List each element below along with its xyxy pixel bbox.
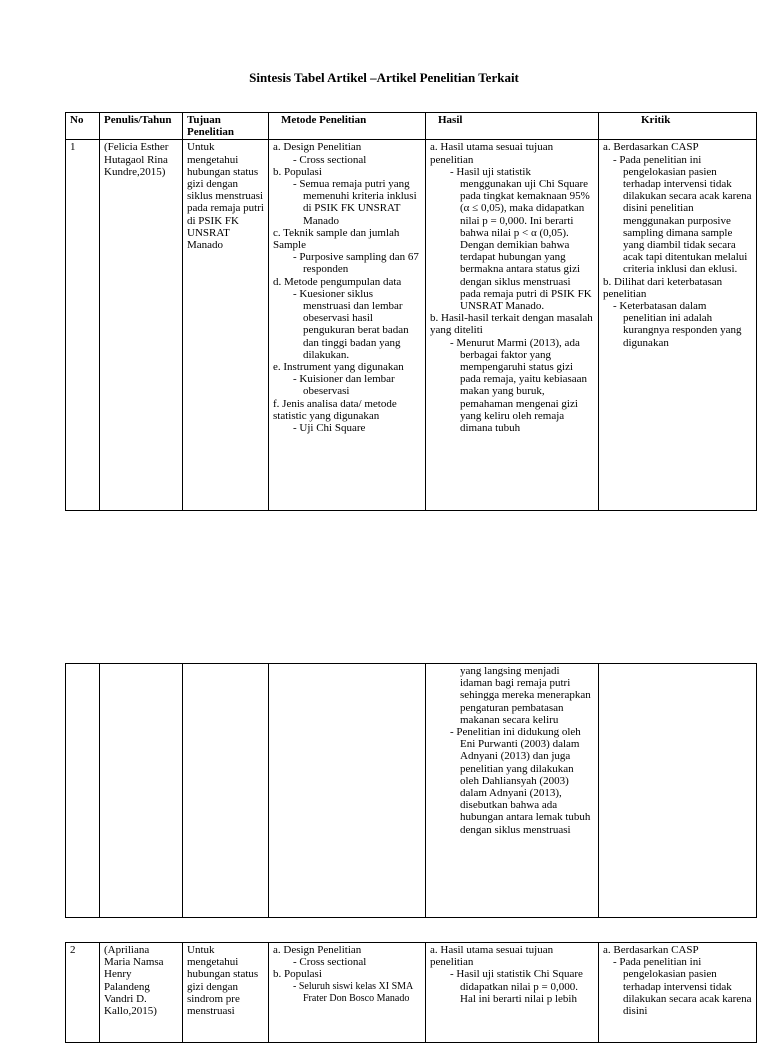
hasil-item: yang langsing menjadi idaman bagi remaja putri sehingga mereka menerapkan pengaturan pembatasan makanan secara keliru xyxy=(460,665,591,726)
table-row xyxy=(66,943,757,1043)
metode-item: - Uji Chi Square xyxy=(293,422,366,435)
cell-hasil xyxy=(426,664,599,918)
header-penulis: Penulis/Tahun xyxy=(100,113,183,140)
synthesis-table xyxy=(65,112,757,511)
cell-kritik xyxy=(599,664,757,918)
header-kritik: Kritik xyxy=(599,113,757,140)
metode-item: c. Teknik sample dan jumlah Sample xyxy=(273,226,400,252)
cell-no xyxy=(66,664,100,918)
cell-tujuan xyxy=(183,664,269,918)
hasil-item: - Menurut Marmi (2013), ada berbagai faktor yang mempengaruhi status gizi pada remaja, yaitu kebiasaan makan yang buruk, pemahaman mengenai gizi yang keliru oleh remaja dimana tubuh xyxy=(450,336,588,435)
metode-item: d. Metode pengumpulan data xyxy=(273,275,402,288)
table-row xyxy=(66,664,757,918)
metode-item: a. Design Penelitian xyxy=(273,944,362,956)
hasil-item: a. Hasil utama sesuai tujuan penelitian xyxy=(430,141,554,166)
kritik-item: - Pada penelitian ini pengelokasian pasien terhadap intervensi tidak dilakukan secara acak karena disini xyxy=(613,956,752,1018)
cell-kritik xyxy=(599,943,757,1043)
kritik-item: a. Berdasarkan CASP xyxy=(603,141,699,154)
hasil-item: b. Hasil-hasil terkait dengan masalah yang diteliti xyxy=(430,312,593,337)
kritik-item: - Pada penelitian ini pengelokasian pasien terhadap intervensi tidak dilakukan secara acak karena disini penelitian menggunakan purposive sampling dimana sample yang diambil tidak secara acak tapi ditentukan melalui criteria inklusi dan eklusi. xyxy=(613,153,752,276)
table-header-row xyxy=(66,113,757,140)
cell-hasil xyxy=(426,140,599,511)
cell-author: (Apriliana Maria Namsa Henry Palandeng Vandri D. Kallo,2015) xyxy=(100,943,183,1043)
metode-item: - Cross sectional xyxy=(293,956,367,969)
metode-item: - Cross sectional xyxy=(293,153,367,166)
kritik-item: b. Dilihat dari keterbatasan penelitian xyxy=(603,275,723,300)
hasil-item: a. Hasil utama sesuai tujuan penelitian xyxy=(430,944,554,969)
metode-item: - Semua remaja putri yang memenuhi kriteria inklusi di PSIK FK UNSRAT Manado xyxy=(293,178,417,227)
metode-item: - Kuisioner dan lembar obeservasi xyxy=(293,373,395,398)
cell-metode xyxy=(269,943,426,1043)
metode-item: - Seluruh siswi kelas XI SMA Frater Don Bosco Manado xyxy=(293,980,413,1004)
synthesis-table-continued xyxy=(65,663,757,918)
cell-author: (Felicia Esther Hutagaol Rina Kundre,2015) xyxy=(100,140,183,511)
header-tujuan: Tujuan Penelitian xyxy=(183,113,269,140)
header-hasil: Hasil xyxy=(426,113,599,140)
kritik-item: - Keterbatasan dalam penelitian ini adalah kurangnya responden yang digunakan xyxy=(613,300,742,349)
cell-no: 2 xyxy=(66,943,100,1043)
cell-hasil xyxy=(426,943,599,1043)
cell-kritik xyxy=(599,140,757,511)
cell-author xyxy=(100,664,183,918)
table-row xyxy=(66,140,757,511)
hasil-item: - Hasil uji statistik Chi Square didapatkan nilai p = 0,000. Hal ini berarti nilai p lebih xyxy=(450,968,583,1005)
metode-item: f. Jenis analisa data/ metode statistic yang digunakan xyxy=(273,397,397,422)
kritik-item: a. Berdasarkan CASP xyxy=(603,944,699,956)
cell-metode xyxy=(269,664,426,918)
metode-item: a. Design Penelitian xyxy=(273,141,362,154)
metode-item: b. Populasi xyxy=(273,165,322,178)
hasil-item: - Hasil uji statistik menggunakan uji Chi Square pada tingkat kemaknaan 95% (α ≤ 0,05), maka didapatkan nilai p = 0,000. Ini berarti bahwa nilai p < α (0,05). Dengan demikian bahwa terdapat hubungan yang bermakna antara status gizi dengan siklus menstruasi pada remaja putri di PSIK FK UNSRAT Manado. xyxy=(450,165,592,313)
metode-item: - Purposive sampling dan 67 responden xyxy=(293,251,419,276)
synthesis-table-row-2 xyxy=(65,942,757,1043)
cell-metode xyxy=(269,140,426,511)
cell-tujuan: Untuk mengetahui hubungan status gizi dengan siklus menstruasi pada remaja putri di PSIK FK UNSRAT Manado xyxy=(183,140,269,511)
hasil-item: - Penelitian ini didukung oleh Eni Purwanti (2003) dalam Adnyani (2013) dan juga penelitian yang dilakukan oleh Dahliansyah (2003) dalam Adnyani (2013), disebutkan bahwa ada hubungan antara lemak tubuh dengan siklus menstruasi xyxy=(450,726,591,836)
cell-no: 1 xyxy=(66,140,100,511)
document-title: Sintesis Tabel Artikel –Artikel Penelitian Terkait xyxy=(249,70,519,85)
cell-tujuan: Untuk mengetahui hubungan status gizi dengan sindrom pre menstruasi xyxy=(183,943,269,1043)
metode-item: - Kuesioner siklus menstruasi dan lembar obeservasi hasil pengukuran berat badan dan tinggi badan yang dilakukan. xyxy=(293,287,409,361)
metode-item: b. Populasi xyxy=(273,968,322,981)
header-metode: Metode Penelitian xyxy=(269,113,426,140)
metode-item: e. Instrument yang digunakan xyxy=(273,361,404,374)
header-no: No xyxy=(66,113,100,140)
